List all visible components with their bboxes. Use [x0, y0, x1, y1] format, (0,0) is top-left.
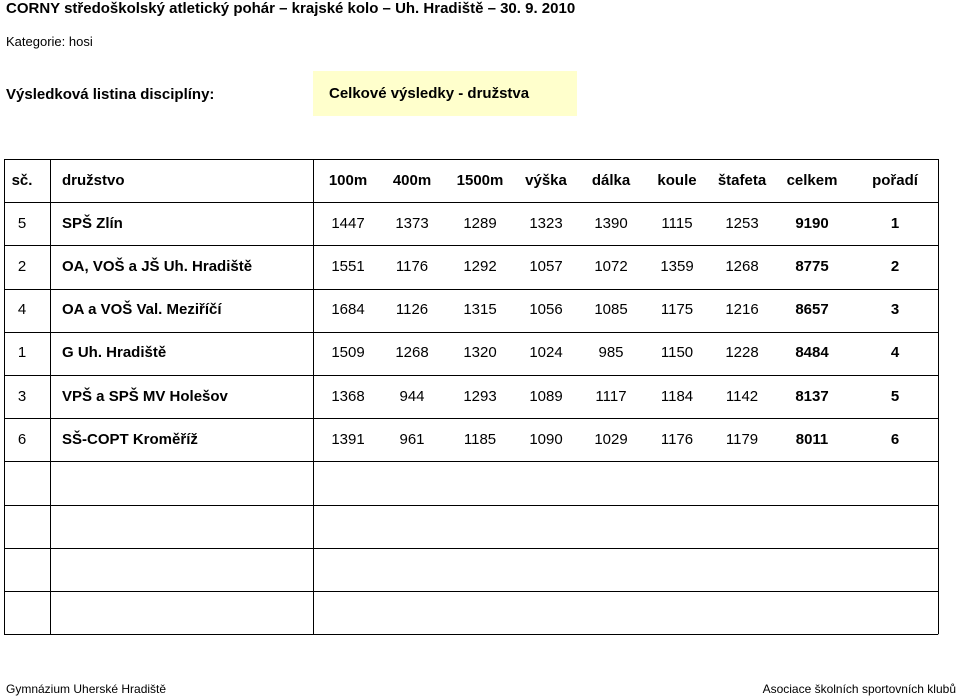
column-header-7: koule	[657, 172, 697, 189]
cell-r1-c2: 1551	[331, 258, 365, 275]
cell-r1-c5: 1057	[529, 258, 563, 275]
cell-r0-c5: 1323	[529, 215, 563, 232]
cell-r5-c7: 1176	[660, 431, 694, 448]
footer-organizer: Gymnázium Uherské Hradiště	[6, 682, 167, 696]
cell-r2-c9: 8657	[795, 301, 829, 318]
cell-r4-c3: 944	[399, 388, 425, 405]
column-header-6: dálka	[591, 172, 631, 189]
cell-r2-c4: 1315	[463, 301, 497, 318]
cell-r5-c3: 961	[399, 431, 425, 448]
cell-r4-c6: 1117	[595, 388, 627, 405]
cell-r3-c7: 1150	[660, 344, 694, 361]
cell-r4-c4: 1293	[463, 388, 497, 405]
cell-r5-c1: SŠ-COPT Kroměříž	[62, 431, 198, 448]
cell-r5-c4: 1185	[463, 431, 497, 448]
cell-r3-c2: 1509	[331, 344, 365, 361]
cell-r1-c10: 2	[890, 258, 900, 275]
cell-r3-c6: 985	[598, 344, 624, 361]
cell-r4-c2: 1368	[331, 388, 365, 405]
cell-r1-c4: 1292	[463, 258, 497, 275]
cell-r2-c7: 1175	[660, 301, 694, 318]
category-label: Kategorie: hosi	[6, 34, 93, 49]
cell-r4-c7: 1184	[660, 388, 694, 405]
cell-r1-c9: 8775	[795, 258, 829, 275]
cell-r4-c9: 8137	[795, 388, 829, 405]
column-header-4: 1500m	[456, 172, 504, 189]
cell-r3-c8: 1228	[725, 344, 759, 361]
cell-r5-c2: 1391	[331, 431, 365, 448]
cell-r4-c8: 1142	[725, 388, 759, 405]
cell-r3-c1: G Uh. Hradiště	[62, 344, 167, 361]
cell-r4-c10: 5	[890, 388, 900, 405]
cell-r3-c10: 4	[890, 344, 900, 361]
cell-r2-c8: 1216	[725, 301, 759, 318]
competition-title: CORNY středoškolský atletický pohár – krajské kolo – Uh. Hradiště – 30. 9. 2010	[6, 0, 576, 17]
column-header-9: celkem	[786, 172, 838, 189]
cell-r1-c7: 1359	[660, 258, 694, 275]
column-header-8: štafeta	[717, 172, 767, 189]
cell-r1-c1: OA, VOŠ a JŠ Uh. Hradiště	[62, 258, 253, 275]
column-header-1: družstvo	[62, 172, 125, 189]
discipline-value: Celkové výsledky - družstva	[329, 85, 530, 102]
column-header-10: pořadí	[872, 172, 918, 189]
column-header-0: sč.	[11, 172, 33, 189]
cell-r2-c2: 1684	[331, 301, 365, 318]
cell-r5-c6: 1029	[594, 431, 628, 448]
cell-r0-c4: 1289	[463, 215, 497, 232]
cell-r0-c9: 9190	[795, 215, 829, 232]
cell-r5-c0: 6	[17, 431, 27, 448]
cell-r3-c9: 8484	[795, 344, 829, 361]
cell-r4-c0: 3	[17, 388, 27, 405]
cell-r2-c10: 3	[890, 301, 900, 318]
cell-r1-c0: 2	[17, 258, 27, 275]
cell-r0-c3: 1373	[395, 215, 429, 232]
cell-r0-c8: 1253	[725, 215, 759, 232]
cell-r4-c5: 1089	[529, 388, 563, 405]
cell-r2-c0: 4	[17, 301, 27, 318]
cell-r5-c9: 8011	[795, 431, 829, 448]
cell-r0-c6: 1390	[594, 215, 628, 232]
cell-r3-c4: 1320	[463, 344, 497, 361]
cell-r3-c0: 1	[17, 344, 27, 361]
cell-r1-c3: 1176	[395, 258, 429, 275]
cell-r0-c1: SPŠ Zlín	[62, 215, 123, 232]
discipline-value-box	[313, 71, 577, 116]
cell-r2-c3: 1126	[395, 301, 429, 318]
column-header-3: 400m	[392, 172, 432, 189]
cell-r5-c10: 6	[890, 431, 900, 448]
cell-r3-c5: 1024	[529, 344, 563, 361]
column-header-5: výška	[525, 172, 567, 189]
discipline-label: Výsledková listina disciplíny:	[6, 86, 215, 103]
cell-r5-c8: 1179	[725, 431, 759, 448]
cell-r2-c1: OA a VOŠ Val. Meziříčí	[62, 301, 222, 318]
cell-r4-c1: VPŠ a SPŠ MV Holešov	[62, 388, 228, 405]
cell-r0-c10: 1	[890, 215, 900, 232]
cell-r2-c6: 1085	[594, 301, 628, 318]
cell-r1-c6: 1072	[594, 258, 628, 275]
cell-r2-c5: 1056	[529, 301, 563, 318]
cell-r0-c0: 5	[17, 215, 27, 232]
column-header-2: 100m	[328, 172, 368, 189]
cell-r1-c8: 1268	[725, 258, 759, 275]
cell-r5-c5: 1090	[529, 431, 563, 448]
cell-r3-c3: 1268	[395, 344, 429, 361]
cell-r0-c2: 1447	[331, 215, 365, 232]
cell-r0-c7: 1115	[661, 215, 693, 232]
footer-association: Asociace školních sportovních klubů	[762, 682, 956, 696]
